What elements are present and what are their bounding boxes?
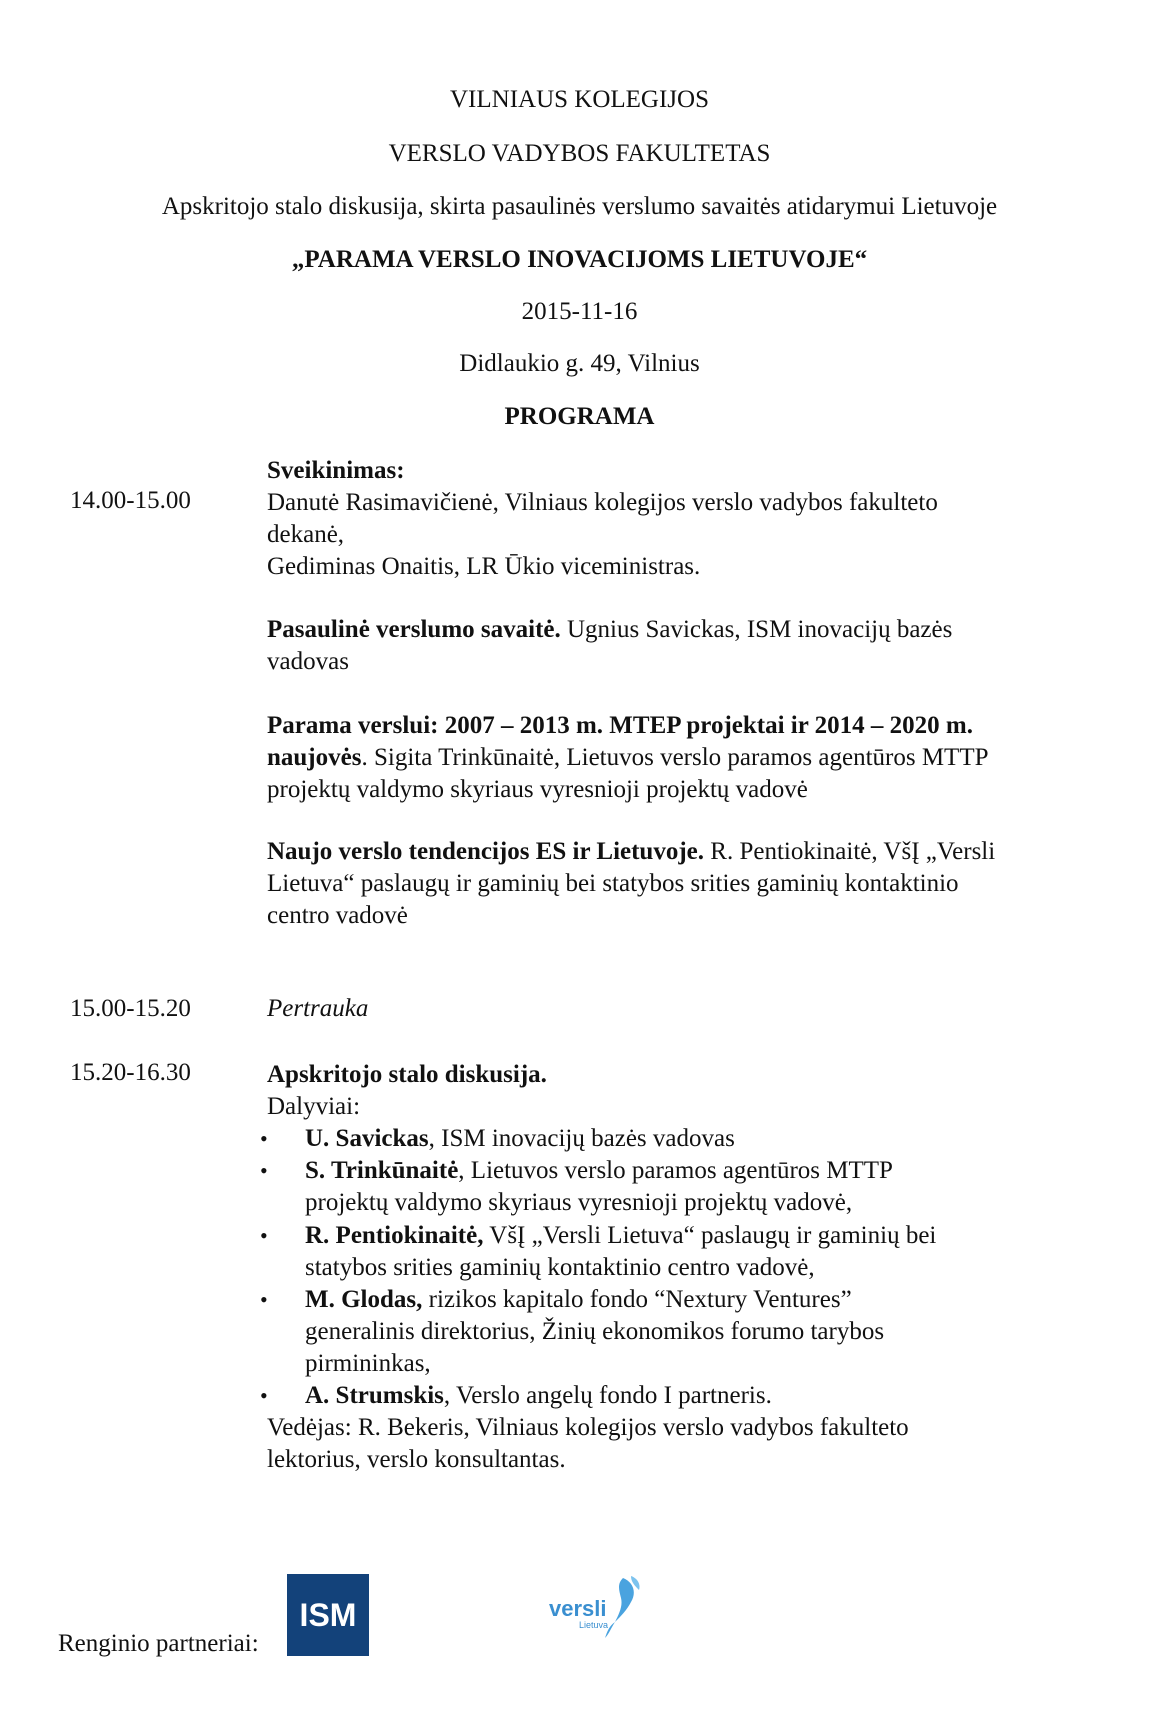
break-label: Pertrauka: [267, 995, 369, 1022]
moderator-line-1: Vedėjas: R. Bekeris, Vilniaus kolegijos verslo vadybos fakulteto: [267, 1414, 909, 1441]
participant-role: , Verslo angelų fondo I partneris.: [443, 1382, 772, 1409]
moderator-line-2: lektorius, verslo konsultantas.: [267, 1446, 566, 1473]
participant-name: M. Glodas,: [305, 1286, 423, 1313]
bullet-icon: •: [260, 1223, 268, 1248]
greeting-speaker-2: Gediminas Onaitis, LR Ūkio viceministras.: [267, 553, 701, 580]
ism-logo: ISM: [287, 1574, 369, 1656]
participant-role: rizikos kapitalo fondo “Nextury Ventures”: [422, 1286, 852, 1313]
talk-2-title-cont: naujovės: [267, 744, 362, 771]
session-2-time: 15.00-15.20: [70, 995, 191, 1022]
greeting-speaker-1: Danutė Rasimavičienė, Vilniaus kolegijos verslo vadybos fakulteto: [267, 489, 938, 516]
list-item: [260, 1380, 1085, 1412]
program-heading: PROGRAMA: [504, 403, 655, 430]
participant-role: , Lietuvos verslo paramos agentūros MTTP: [458, 1157, 893, 1184]
talk-2: [267, 710, 1087, 806]
discussion-heading: Apskritojo stalo diskusija.: [267, 1061, 547, 1088]
moderator: [267, 1412, 1087, 1476]
talk-2-speaker-role: projektų valdymo skyriaus vyresnioji projektų vadovė: [267, 776, 808, 803]
participants-label: Dalyviai:: [267, 1093, 361, 1120]
bullet-icon: •: [260, 1158, 268, 1183]
talk-3-speaker-role-cont: centro vadovė: [267, 902, 408, 929]
list-item: [260, 1123, 1085, 1155]
session-1-time: 14.00-15.00: [70, 487, 191, 514]
participant-role-cont: statybos srities gaminių kontaktinio centro vadovė,: [305, 1254, 815, 1281]
event-title: „PARAMA VERSLO INOVACIJOMS LIETUVOJE“: [291, 246, 868, 273]
greetings-heading: Sveikinimas:: [267, 457, 405, 484]
participant-role: , ISM inovacijų bazės vadovas: [428, 1125, 735, 1152]
versli-lietuva-logo: [545, 1572, 665, 1642]
talk-2-title: Parama verslui: 2007 – 2013 m. MTEP projektai ir 2014 – 2020 m.: [267, 712, 973, 739]
participant-name: A. Strumskis: [305, 1382, 444, 1409]
bullet-icon: •: [260, 1287, 268, 1312]
participant-role: VšĮ „Versli Lietuva“ paslaugų ir gaminių bei: [483, 1222, 937, 1249]
college-name: VILNIAUS KOLEGIJOS: [449, 86, 709, 113]
list-item: [260, 1155, 1085, 1219]
talk-2-speaker: . Sigita Trinkūnaitė, Lietuvos verslo paramos agentūros MTTP: [361, 744, 989, 771]
versli-logo-text: versli: [549, 1596, 607, 1621]
list-item: [260, 1220, 1085, 1284]
talk-1-title: Pasaulinė verslumo savaitė.: [267, 616, 561, 643]
versli-logo-subtext: Lietuva: [579, 1620, 609, 1630]
event-date: 2015-11-16: [521, 298, 638, 325]
talk-1: [267, 614, 1087, 678]
session-3-time: 15.20-16.30: [70, 1059, 191, 1086]
session-1-greetings: [267, 455, 1087, 583]
list-item: [260, 1284, 1085, 1380]
faculty-name: VERSLO VADYBOS FAKULTETAS: [388, 140, 771, 167]
talk-1-speaker-role: vadovas: [267, 648, 349, 675]
participant-name: S. Trinkūnaitė: [305, 1157, 459, 1184]
participant-name: U. Savickas: [305, 1125, 429, 1152]
talk-3-speaker: R. Pentiokinaitė, VšĮ „Versli: [704, 838, 996, 865]
talk-3-title: Naujo verslo tendencijos ES ir Lietuvoje.: [267, 838, 705, 865]
event-address: Didlaukio g. 49, Vilnius: [459, 350, 700, 377]
bullet-icon: •: [260, 1383, 268, 1408]
talk-3-speaker-role: Lietuva“ paslaugų ir gaminių bei statybos srities gaminių kontaktinio: [267, 870, 959, 897]
event-subtitle: Apskritojo stalo diskusija, skirta pasaulinės verslumo savaitės atidarymui Lietuvoje: [161, 193, 998, 220]
participant-role-cont: projektų valdymo skyriaus vyresnioji projektų vadovė,: [305, 1189, 853, 1216]
talk-1-speaker: Ugnius Savickas, ISM inovacijų bazės: [560, 616, 953, 643]
participant-role-cont: generalinis direktorius, Žinių ekonomikos forumo tarybos: [305, 1318, 885, 1345]
partners-label: Renginio partneriai:: [58, 1630, 259, 1657]
session-3-content: [267, 1059, 1087, 1123]
bullet-icon: •: [260, 1126, 268, 1151]
participant-role-cont: pirmininkas,: [305, 1350, 431, 1377]
talk-3: [267, 836, 1087, 932]
greeting-speaker-1-role: dekanė,: [267, 521, 345, 548]
participant-name: R. Pentiokinaitė,: [305, 1222, 484, 1249]
